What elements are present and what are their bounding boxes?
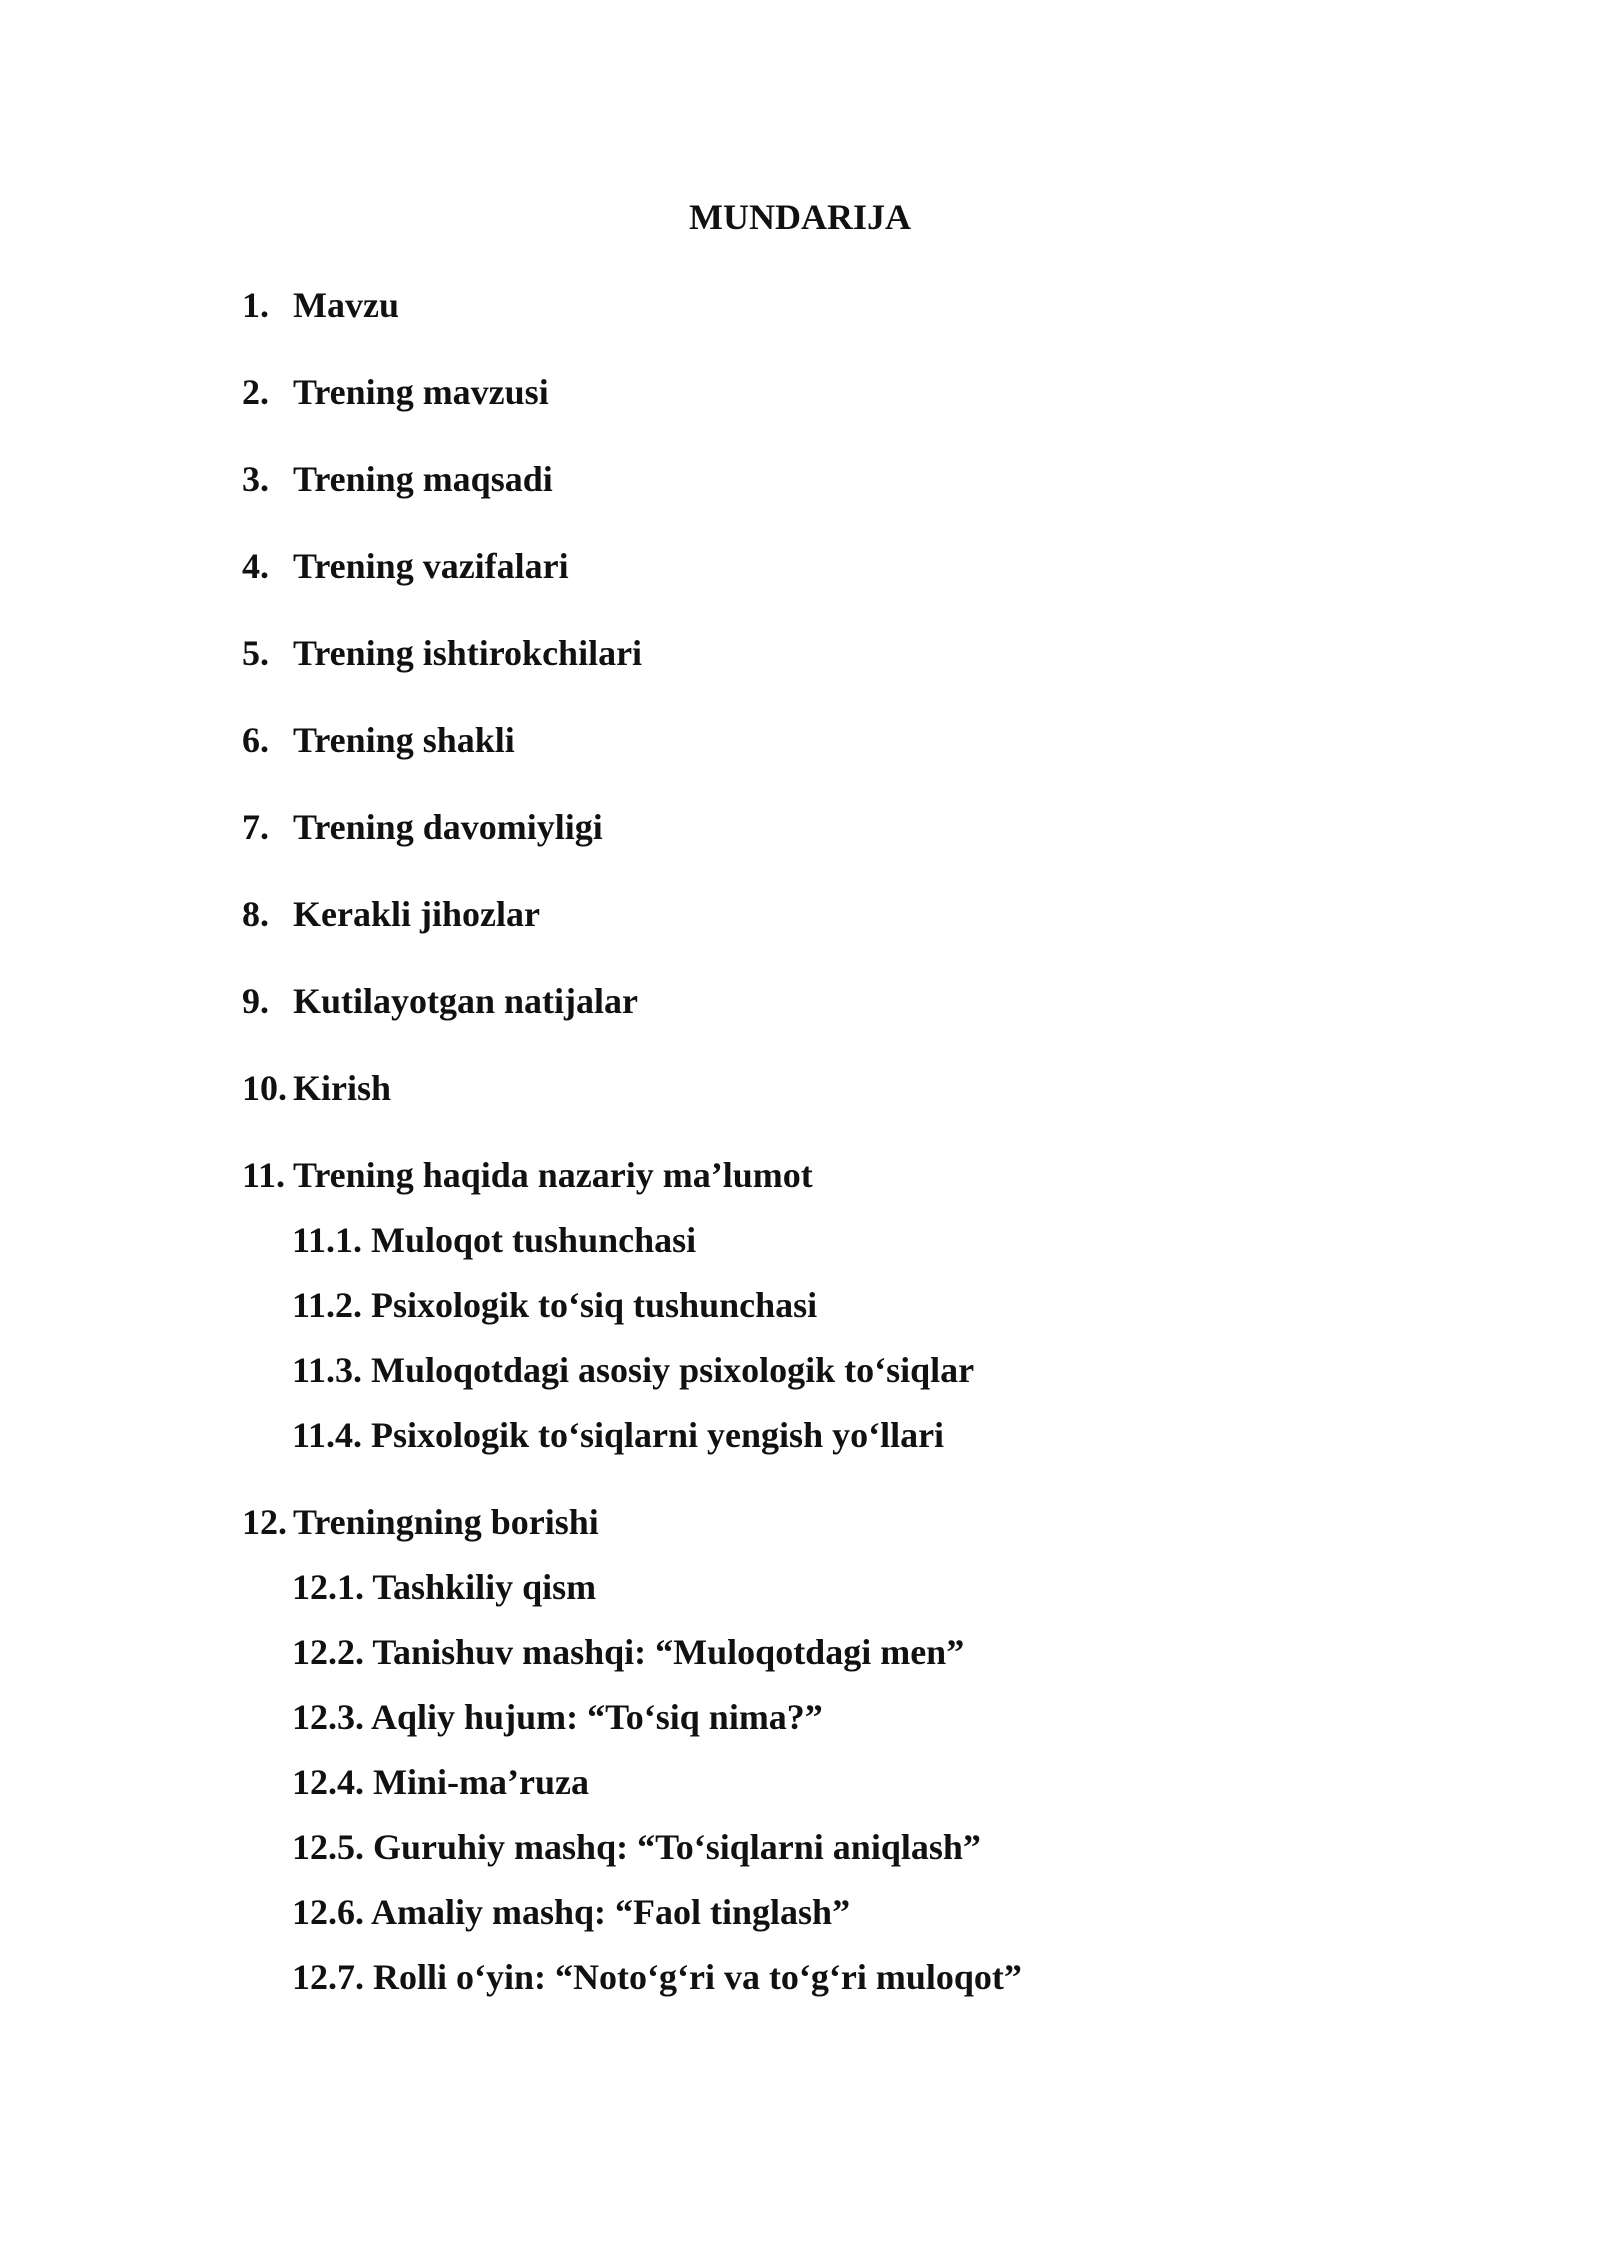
toc-item-label: Treningning borishi [293, 1502, 599, 1542]
toc-subitem: 11.2. Psixologik to‘siq tushunchasi [292, 1285, 818, 1325]
toc-subitem: 12.7. Rolli o‘yin: “Noto‘g‘ri va to‘g‘ri muloqot” [292, 1957, 1022, 1997]
toc-item-label: Trening davomiyligi [293, 807, 603, 847]
toc-item-label: Trening shakli [293, 720, 515, 760]
toc-item-12 [242, 1498, 599, 1546]
toc-item-10 [242, 1064, 391, 1112]
toc-item-label: Trening maqsadi [293, 459, 553, 499]
toc-item-label: Trening vazifalari [293, 546, 569, 586]
toc-item-number: 1. [242, 285, 269, 325]
toc-item-label: Trening mavzusi [293, 372, 549, 412]
toc-item-label: Kirish [293, 1068, 392, 1108]
toc-subitem: 12.3. Aqliy hujum: “To‘siq nima?” [292, 1697, 823, 1737]
toc-item-label: Kutilayotgan natijalar [293, 981, 639, 1021]
toc-item-label: Trening haqida nazariy ma’lumot [293, 1155, 813, 1195]
toc-item-11 [242, 1151, 813, 1199]
toc-item-label: Mavzu [293, 285, 399, 325]
toc-item-5 [242, 629, 642, 677]
toc-subitem: 11.4. Psixologik to‘siqlarni yengish yo‘llari [292, 1415, 945, 1455]
page-title: MUNDARIJA [689, 197, 911, 237]
toc-item-3 [242, 455, 553, 503]
toc-subitem: 12.1. Tashkiliy qism [292, 1567, 597, 1607]
toc-subitem: 11.1. Muloqot tushunchasi [292, 1220, 697, 1260]
toc-item-6 [242, 716, 515, 764]
toc-item-label: Kerakli jihozlar [293, 894, 540, 934]
toc-subitem: 12.2. Tanishuv mashqi: “Muloqotdagi men” [292, 1632, 965, 1672]
toc-item-number: 12. [242, 1502, 287, 1542]
toc-subitem: 12.5. Guruhiy mashq: “To‘siqlarni aniqlash” [292, 1827, 981, 1867]
toc-item-number: 9. [242, 981, 269, 1021]
toc-item-number: 10. [242, 1068, 287, 1108]
toc-subitem: 11.3. Muloqotdagi asosiy psixologik to‘siqlar [292, 1350, 975, 1390]
toc-item-number: 11. [242, 1155, 286, 1195]
toc-item-label: Trening ishtirokchilari [293, 633, 643, 673]
toc-item-number: 3. [242, 459, 269, 499]
toc-item-8 [242, 890, 540, 938]
toc-subitem: 12.4. Mini-ma’ruza [292, 1762, 589, 1802]
toc-item-number: 4. [242, 546, 269, 586]
toc-item-1 [242, 281, 399, 329]
toc-item-4 [242, 542, 569, 590]
toc-item-number: 2. [242, 372, 269, 412]
toc-subitem: 12.6. Amaliy mashq: “Faol tinglash” [292, 1892, 851, 1932]
toc-item-number: 5. [242, 633, 269, 673]
toc-item-number: 7. [242, 807, 269, 847]
toc-item-number: 8. [242, 894, 269, 934]
toc-item-7 [242, 803, 603, 851]
toc-item-2 [242, 368, 549, 416]
toc-item-9 [242, 977, 638, 1025]
toc-item-number: 6. [242, 720, 269, 760]
